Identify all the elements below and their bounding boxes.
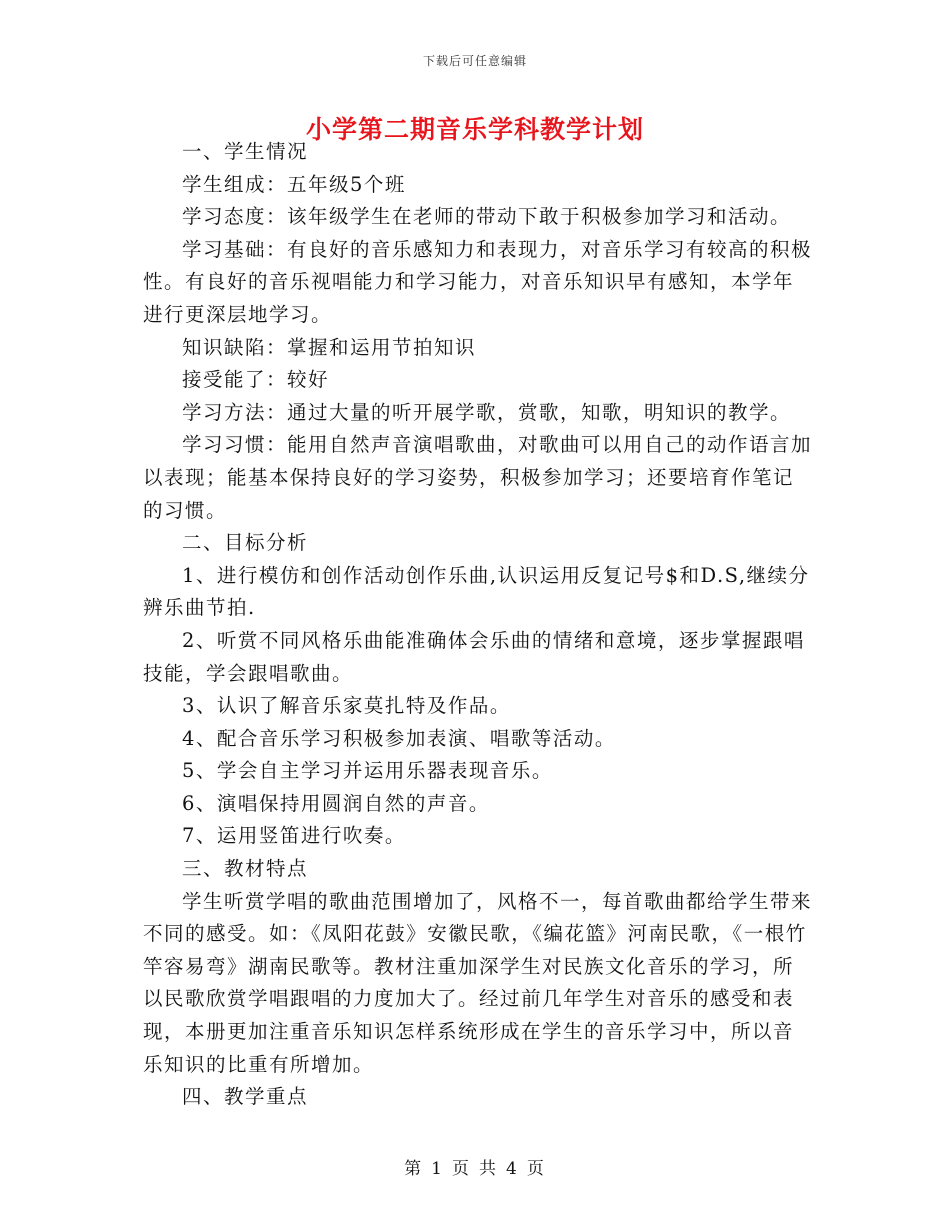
paragraph: 接受能了：较好	[182, 368, 330, 392]
footer-total-pages: 4	[506, 1159, 519, 1179]
section-heading: 四、教学重点	[182, 1085, 309, 1109]
paragraph: 学生听赏学唱的歌曲范围增加了，风格不一，每首歌曲都给学生带来不同的感受。如：《凤阳花鼓》安徽民歌，《编花篮》河南民歌，《一根竹竿容易弯》湖南民歌等。教材注重加深学生对民族文化音乐的学习，所以民歌欣赏学唱跟唱的力度加大了。经过前几年学生对音乐的感受和表现，本册更加注重音乐知识怎样系统形成在学生的音乐学习中，所以音乐知识的比重有所增加。	[143, 889, 813, 1076]
section-heading: 一、学生情况	[182, 140, 309, 163]
paragraph: 学习基础：有良好的音乐感知力和表现力，对音乐学习有较高的积极性。有良好的音乐视唱能力和学习能力，对音乐知识早有感知，本学年进行更深层地学习。	[143, 237, 813, 326]
page-footer	[0, 1154, 950, 1179]
paragraph: 学生组成：五年级5个班	[182, 172, 406, 196]
paragraph: 知识缺陷：掌握和运用节拍知识	[182, 335, 477, 359]
paragraph: 学习方法：通过大量的听开展学歌，赏歌，知歌，明知识的教学。	[182, 400, 792, 424]
document-body	[143, 136, 813, 1114]
footer-total-label: 共	[479, 1159, 498, 1179]
list-item: 5、学会自主学习并运用乐器表现音乐。	[182, 759, 553, 783]
header-note: 下载后可任意编辑	[422, 54, 527, 68]
section-heading: 三、教材特点	[182, 857, 309, 881]
list-item: 3、认识了解音乐家莫扎特及作品。	[182, 694, 511, 718]
document-title: 小学第二期音乐学科教学计划	[305, 115, 644, 144]
footer-total-unit: 页	[526, 1159, 546, 1179]
list-item: 6、演唱保持用圆润自然的声音。	[182, 791, 490, 815]
footer-page-number: 1	[431, 1159, 444, 1179]
list-item: 7、运用竖笛进行吹奏。	[182, 824, 406, 848]
paragraph: 学习态度：该年级学生在老师的带动下敢于积极参加学习和活动。	[182, 205, 792, 229]
section-heading: 二、目标分析	[182, 531, 309, 555]
footer-page-unit: 页	[452, 1159, 471, 1179]
footer-page-label: 第	[404, 1159, 424, 1179]
list-item: 1、进行模仿和创作活动创作乐曲,认识运用反复记号$和D.S,继续分辨乐曲节拍.	[143, 563, 810, 620]
list-item: 2、听赏不同风格乐曲能准确体会乐曲的情绪和意境，逐步掌握跟唱技能，学会跟唱歌曲。	[143, 628, 805, 685]
list-item: 4、配合音乐学习积极参加表演、唱歌等活动。	[182, 726, 616, 750]
paragraph: 学习习惯：能用自然声音演唱歌曲，对歌曲可以用自己的动作语言加以表现；能基本保持良好的学习姿势，积极参加学习；还要培育作笔记的习惯。	[143, 433, 813, 522]
